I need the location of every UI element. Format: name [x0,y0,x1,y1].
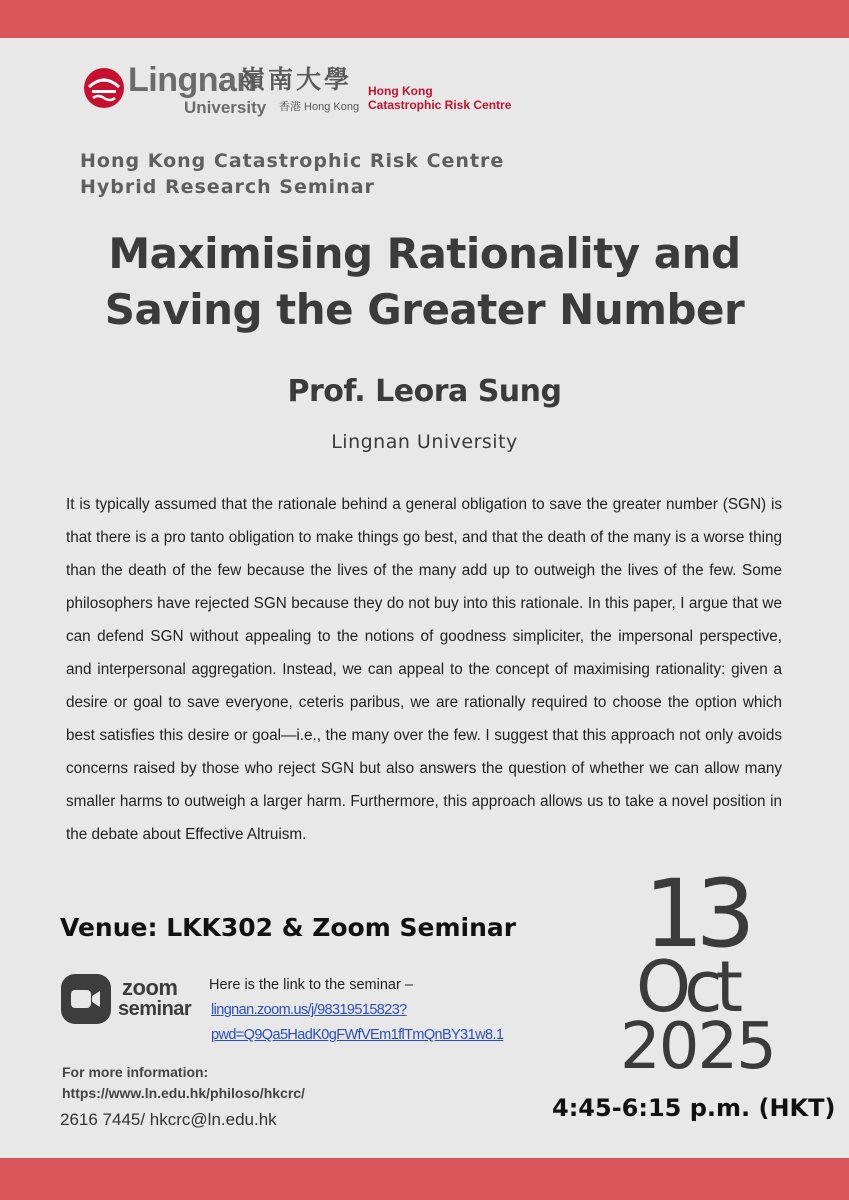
centre-name-line1: Hong Kong [368,84,433,98]
date-year: 2025 [620,1010,775,1084]
centre-logo-text [368,84,511,113]
university-word: University [184,98,267,117]
more-info-label: For more information: [62,1064,209,1080]
bottom-band [0,1158,849,1200]
zoom-link-line1[interactable]: lingnan.zoom.us/j/98319515823? [211,1002,407,1018]
speaker-affiliation: Lingnan University [331,431,518,453]
link-intro: Here is the link to the seminar – [209,977,413,993]
seminar-organizer [80,148,504,200]
date-day: 13 [644,860,748,969]
zoom-camera-icon [61,974,111,1024]
zoom-link-line2[interactable]: pwd=Q9Qa5HadK0gFWfVEm1flTmQnBY31w8.1 [211,1027,504,1043]
abstract-text: It is typically assumed that the rationale behind a general obligation to save the greater number (SGN) is that there is a pro tanto obligation to make things go best, and that the death of the many is a worse thing than the death of the few because the lives of the many add up to outweigh the lives of the few. Some philosophers have rejected SGN because they do not buy into this rationale. In this paper, I argue that we can defend SGN without appealing to the notions of goodness simpliciter, the impersonal perspective, and interpersonal aggregation. Instead, we can appeal to the concept of maximising rationality: given a desire or goal to save everyone, ceteris paribus, we are rationally required to choose the option which best satisfies this desire or goal—i.e., the many over the few. I suggest that this approach not only avoids concerns raised by those who reject SGN but also answers the question of whether we can allow many smaller harms to outweigh a larger harm. Furthermore, this approach allows us to take a novel position in the debate about Effective Altruism. [66,496,782,843]
venue-text: Venue: LKK302 & Zoom Seminar [60,913,517,942]
speaker-name: Prof. Leora Sung [287,374,562,409]
organizer-line2: Hybrid Research Seminar [80,176,375,198]
university-name-cjk: 嶺南大學 [240,65,353,94]
seminar-title [0,226,849,338]
more-info-url[interactable]: https://www.ln.edu.hk/philoso/hkcrc/ [62,1085,305,1101]
top-band [0,0,849,38]
zoom-logo-word: zoom [122,975,178,1000]
event-time: 4:45-6:15 p.m. (HKT) [552,1094,836,1122]
title-line2: Saving the Greater Number [104,285,745,334]
date-month: Oct [636,946,737,1028]
contact-details: 2616 7445/ hkcrc@ln.edu.hk [60,1110,277,1129]
university-name: Lingnan [128,61,257,99]
title-line1: Maximising Rationality and [108,229,741,278]
university-location: 香港 Hong Kong [279,101,360,113]
organizer-line1: Hong Kong Catastrophic Risk Centre [80,150,505,172]
zoom-logo-sub: seminar [118,998,192,1020]
centre-name-line2: Catastrophic Risk Centre [368,98,512,113]
lingnan-emblem-icon [83,67,125,109]
